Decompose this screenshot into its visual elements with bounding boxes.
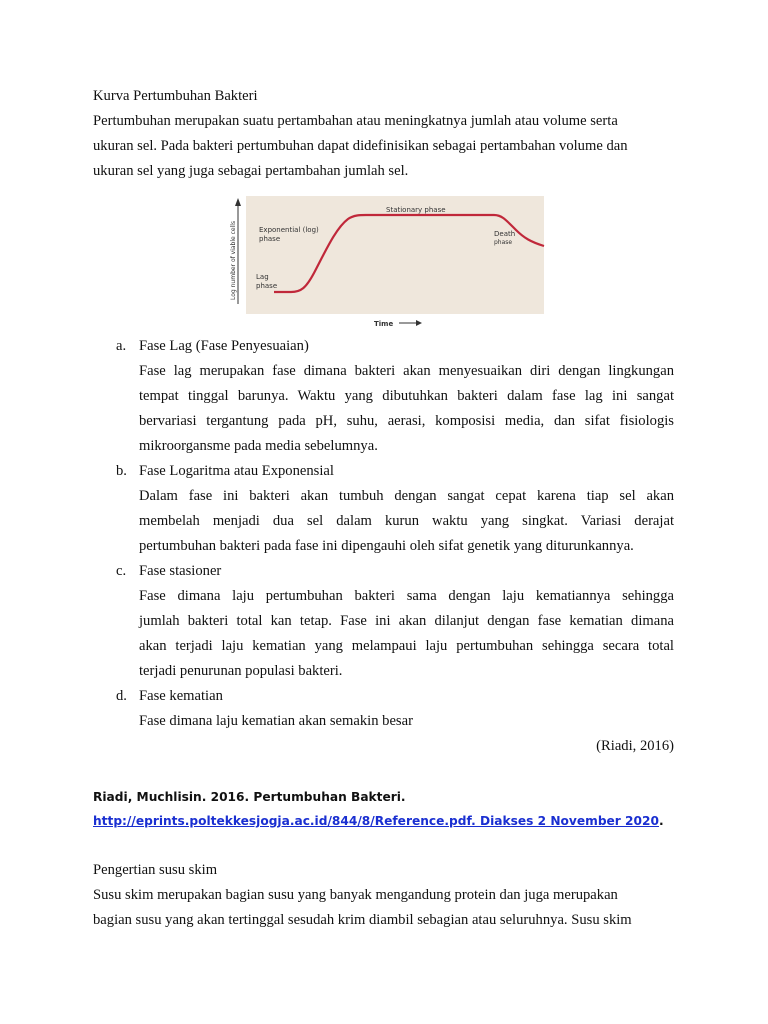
- reference-link-line: [93, 811, 664, 831]
- citation: (Riadi, 2016): [596, 738, 674, 754]
- list-heading: Fase kematian: [139, 688, 223, 704]
- list-text-line: bervariasi tergantung pada pH, suhu, aerasi, komposisi media, dan sifat fisiologis: [139, 413, 674, 429]
- section-title: Kurva Pertumbuhan Bakteri: [93, 88, 258, 104]
- death-phase-label-2: phase: [494, 239, 513, 246]
- exponential-phase-label: Exponential (log): [259, 226, 319, 234]
- list-text-line: terjadi penurunan populasi bakteri.: [139, 663, 343, 679]
- list-heading: Fase Lag (Fase Penyesuaian): [139, 338, 309, 354]
- list-text-line: pertumbuhan bakteri pada fase ini dipengauhi oleh sifat genetik yang diturunkannya.: [139, 538, 634, 554]
- reference-line: Riadi, Muchlisin. 2016. Pertumbuhan Bakteri.: [93, 790, 406, 804]
- paragraph-line: Pertumbuhan merupakan suatu pertambahan atau meningkatnya jumlah atau volume serta: [93, 113, 618, 129]
- paragraph-line: Susu skim merupakan bagian susu yang banyak mengandung protein dan juga merupakan: [93, 887, 618, 903]
- list-text-line: Fase lag merupakan fase dimana bakteri akan menyesuaikan diri dengan lingkungan: [139, 363, 674, 379]
- growth-curve-figure: [226, 188, 546, 330]
- list-heading: Fase Logaritma atau Exponensial: [139, 463, 334, 479]
- list-text-line: jumlah bakteri total kan tetap. Fase ini akan dilanjut dengan fase kematian dimana: [139, 613, 674, 629]
- list-text-line: Dalam fase ini bakteri akan tumbuh dengan sangat cepat karena tiap sel akan: [139, 488, 674, 504]
- paragraph-line: ukuran sel yang juga sebagai pertambahan jumlah sel.: [93, 163, 409, 179]
- reference-period: .: [658, 814, 664, 828]
- paragraph-line: bagian susu yang akan tertinggal sesudah krim diambil sebagian atau seluruhnya. Susu skim: [93, 912, 632, 928]
- list-marker: a.: [116, 338, 127, 354]
- list-text-line: membelah menjadi dua sel dalam kurun waktu yang singkat. Variasi derajat: [139, 513, 674, 529]
- list-heading: Fase stasioner: [139, 563, 222, 579]
- list-marker: b.: [116, 463, 127, 479]
- list-marker: d.: [116, 688, 127, 704]
- y-axis-label: Log number of viable cells: [230, 220, 237, 300]
- list-text-line: akan terjadi laju kematian yang melampaui laju pertumbuhan sehingga secara total: [139, 638, 674, 654]
- x-axis-label: Time: [374, 320, 394, 328]
- list-text-line: Fase dimana laju pertumbuhan bakteri sama dengan laju kematiannya sehingga: [139, 588, 674, 604]
- exponential-phase-label-2: phase: [259, 235, 281, 243]
- lag-phase-label-2: phase: [256, 282, 278, 290]
- death-phase-label: Death: [494, 230, 516, 238]
- list-text-line: Fase dimana laju kematian akan semakin besar: [139, 713, 413, 729]
- paragraph-line: ukuran sel. Pada bakteri pertumbuhan dapat didefinisikan sebagai pertambahan volume dan: [93, 138, 628, 154]
- y-axis-arrow-icon: [235, 198, 241, 206]
- list-marker: c.: [116, 563, 127, 579]
- x-axis-arrow-icon: [416, 320, 422, 326]
- lag-phase-label: Lag: [256, 273, 269, 281]
- stationary-phase-label: Stationary phase: [386, 206, 446, 214]
- reference-link[interactable]: http://eprints.poltekkesjogja.ac.id/844/8/Reference.pdf. Diakses 2 November 2020: [93, 814, 659, 828]
- list-text-line: tempat tinggal barunya. Waktu yang dibutuhkan bakteri dalam fase lag ini sangat: [139, 388, 674, 404]
- list-text-line: mikroorgansme pada media sebelumnya.: [139, 438, 378, 454]
- section-title: Pengertian susu skim: [93, 862, 218, 878]
